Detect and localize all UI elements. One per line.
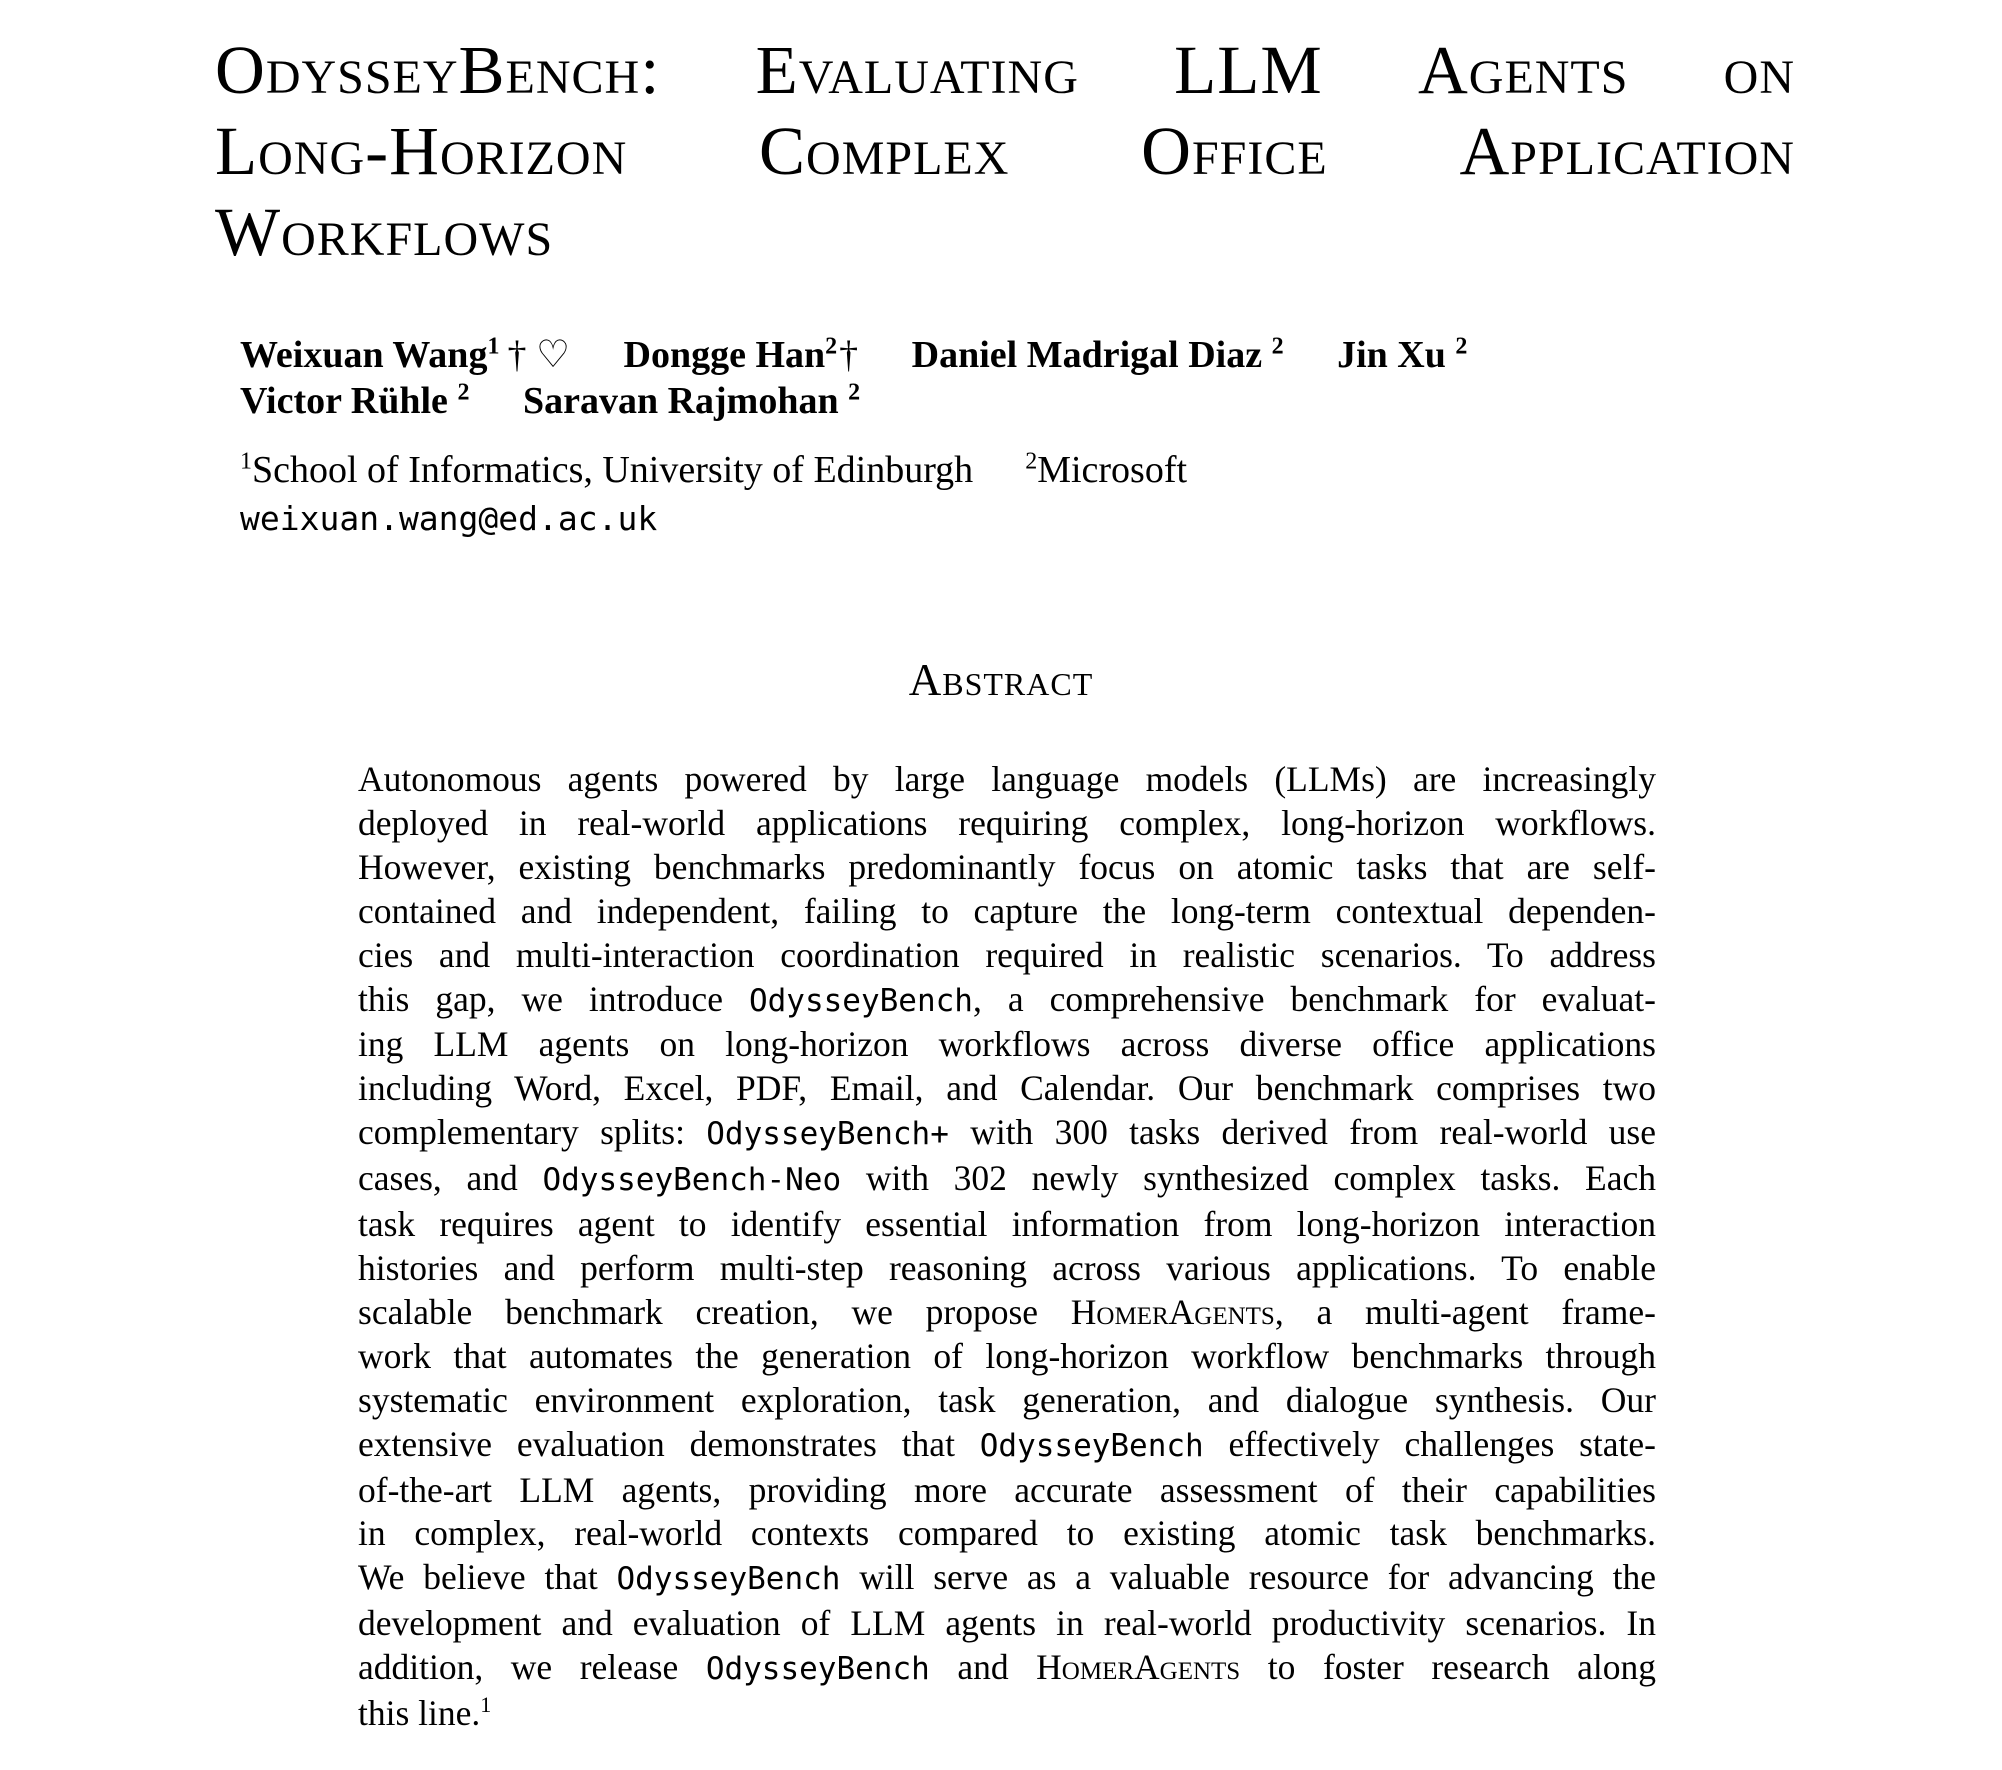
author-list xyxy=(240,332,1511,424)
title-word: OdysseyBench: xyxy=(215,32,661,108)
author xyxy=(1337,332,1467,378)
affiliation-text: School of Informatics, University of Edinburgh xyxy=(252,449,974,491)
title-line-2 xyxy=(215,111,1795,192)
abstract-text: work that automates the generation of long-horizon workflow benchmarks through xyxy=(358,1335,1656,1376)
title-word: Long-Horizon xyxy=(215,113,628,189)
footnote-mark: 1 xyxy=(480,1692,492,1718)
title-word: Evaluating xyxy=(755,32,1079,108)
system-name: HomerAgents xyxy=(1036,1647,1241,1688)
abstract-text: development and evaluation of LLM agents in real-world productivity scenarios. In xyxy=(358,1603,1656,1644)
abstract-text: deployed in real-world applications requiring complex, long-horizon workflows. xyxy=(358,802,1656,843)
abstract-text: systematic environment exploration, task generation, and dialogue synthesis. Our xyxy=(358,1379,1656,1420)
abstract-line xyxy=(358,846,1656,890)
abstract-body xyxy=(358,758,1656,1736)
author-affiliation-mark: 2 xyxy=(848,379,861,406)
contact-email: weixuan.wang@ed.ac.uk xyxy=(240,499,658,538)
author-affiliation-mark: 2 xyxy=(1271,333,1284,360)
abstract-text: histories and perform multi-step reasoning across various applications. To enable xyxy=(358,1247,1656,1288)
code-term: OdysseyBench xyxy=(616,1561,841,1598)
author-name: Weixuan Wang xyxy=(240,334,488,376)
abstract-text: ing LLM agents on long-horizon workflows across diverse office applications xyxy=(358,1024,1656,1065)
affiliation-text: Microsoft xyxy=(1037,449,1188,491)
author-affiliation-mark: 2 xyxy=(1455,333,1468,360)
author-note-marks: † xyxy=(839,334,859,376)
abstract-line xyxy=(358,1423,1656,1469)
affiliation-mark: 1 xyxy=(240,448,252,475)
code-term: OdysseyBench xyxy=(705,1651,930,1688)
title-word: Application xyxy=(1459,113,1795,189)
abstract-text: task requires agent to identify essential information from long-horizon interaction xyxy=(358,1204,1656,1245)
system-name: HomerAgents xyxy=(1070,1291,1275,1332)
author xyxy=(523,378,860,424)
abstract-text: with 300 tasks derived from real-world use xyxy=(948,1112,1656,1153)
abstract-line xyxy=(358,1379,1656,1423)
paper-title xyxy=(215,30,1795,273)
abstract-line xyxy=(358,1291,1656,1335)
author xyxy=(240,332,570,378)
affiliation-1 xyxy=(240,449,973,491)
abstract-text: of-the-art LLM agents, providing more accurate assessment of their capabilities xyxy=(358,1469,1656,1510)
title-word: Agents xyxy=(1417,32,1629,108)
abstract-text: effectively challenges state- xyxy=(1203,1423,1656,1464)
author-name: Jin Xu xyxy=(1337,334,1446,376)
abstract-line xyxy=(358,1692,1656,1736)
abstract-text: this line. xyxy=(358,1693,481,1734)
abstract-line xyxy=(358,1247,1656,1291)
abstract-line xyxy=(358,1646,1656,1692)
abstract-text: Autonomous agents powered by large language models (LLMs) are increasingly xyxy=(358,759,1656,799)
abstract-text: in complex, real-world contexts compared to existing atomic task benchmarks. xyxy=(358,1513,1656,1554)
abstract-line xyxy=(358,890,1656,934)
author-name: Saravan Rajmohan xyxy=(522,380,839,422)
abstract-text: this gap, we introduce xyxy=(358,978,749,1019)
abstract-line xyxy=(358,802,1656,846)
code-term: OdysseyBench+ xyxy=(706,1116,949,1153)
abstract-text: and xyxy=(929,1647,1037,1688)
author-affiliation-mark: 1 xyxy=(487,333,500,360)
abstract-text: cies and multi-interaction coordination required in realistic scenarios. To address xyxy=(358,934,1656,975)
abstract-text: We believe that xyxy=(358,1557,617,1598)
abstract-text: , a comprehensive benchmark for evaluat- xyxy=(972,978,1656,1019)
author-note-marks: † ♡ xyxy=(507,334,571,376)
author-affiliation-mark: 2 xyxy=(457,379,470,406)
abstract-heading: Abstract xyxy=(908,655,1094,705)
abstract-line xyxy=(358,1023,1656,1067)
abstract-text: to foster research along xyxy=(1240,1647,1656,1688)
author-row-2 xyxy=(240,378,1511,424)
abstract-line xyxy=(358,1157,1656,1203)
abstract-line xyxy=(358,1203,1656,1247)
abstract-text: However, existing benchmarks predominantly focus on atomic tasks that are self- xyxy=(358,846,1656,887)
affiliations xyxy=(240,447,1187,493)
title-word: on xyxy=(1723,32,1795,108)
abstract-line xyxy=(358,1556,1656,1602)
abstract-line xyxy=(358,934,1656,978)
code-term: OdysseyBench xyxy=(979,1427,1204,1464)
author-affiliation-mark: 2 xyxy=(825,333,838,360)
abstract-line xyxy=(358,1067,1656,1111)
abstract-text: complementary splits: xyxy=(358,1112,707,1153)
abstract-line xyxy=(358,1335,1656,1379)
affiliation-2 xyxy=(1025,449,1187,491)
author xyxy=(240,378,469,424)
abstract-line xyxy=(358,1111,1656,1157)
title-word: LLM xyxy=(1174,32,1323,108)
author xyxy=(624,332,859,378)
abstract-text: scalable benchmark creation, we propose xyxy=(358,1291,1071,1332)
title-line-3: Workflows xyxy=(215,194,554,270)
abstract-text: will serve as a valuable resource for advancing the xyxy=(840,1557,1657,1598)
author-name: Victor Rühle xyxy=(240,380,448,422)
author-name: Dongge Han xyxy=(623,334,826,376)
title-word: Office xyxy=(1141,113,1328,189)
abstract-line xyxy=(358,1512,1656,1556)
author xyxy=(912,332,1284,378)
author-row-1 xyxy=(240,332,1511,378)
abstract-line xyxy=(358,758,1656,802)
author-name: Daniel Madrigal Diaz xyxy=(911,334,1263,376)
abstract-line xyxy=(358,1602,1656,1646)
abstract-text: cases, and xyxy=(358,1158,543,1199)
abstract-text: including Word, Excel, PDF, Email, and Calendar. Our benchmark comprises two xyxy=(358,1068,1656,1109)
abstract-text: contained and independent, failing to capture the long-term contextual dependen- xyxy=(358,890,1656,931)
abstract-line xyxy=(358,1469,1656,1513)
abstract-text: with 302 newly synthesized complex tasks. Each xyxy=(841,1158,1656,1199)
title-word: Complex xyxy=(759,113,1010,189)
abstract-text: addition, we release xyxy=(358,1647,706,1688)
code-term: OdysseyBench xyxy=(748,982,973,1019)
code-term: OdysseyBench-Neo xyxy=(542,1162,842,1199)
abstract-text: , a multi-agent frame- xyxy=(1274,1291,1656,1332)
abstract-text: extensive evaluation demonstrates that xyxy=(358,1423,980,1464)
title-line-1 xyxy=(215,30,1795,111)
abstract-line xyxy=(358,978,1656,1024)
affiliation-mark: 2 xyxy=(1025,448,1038,475)
